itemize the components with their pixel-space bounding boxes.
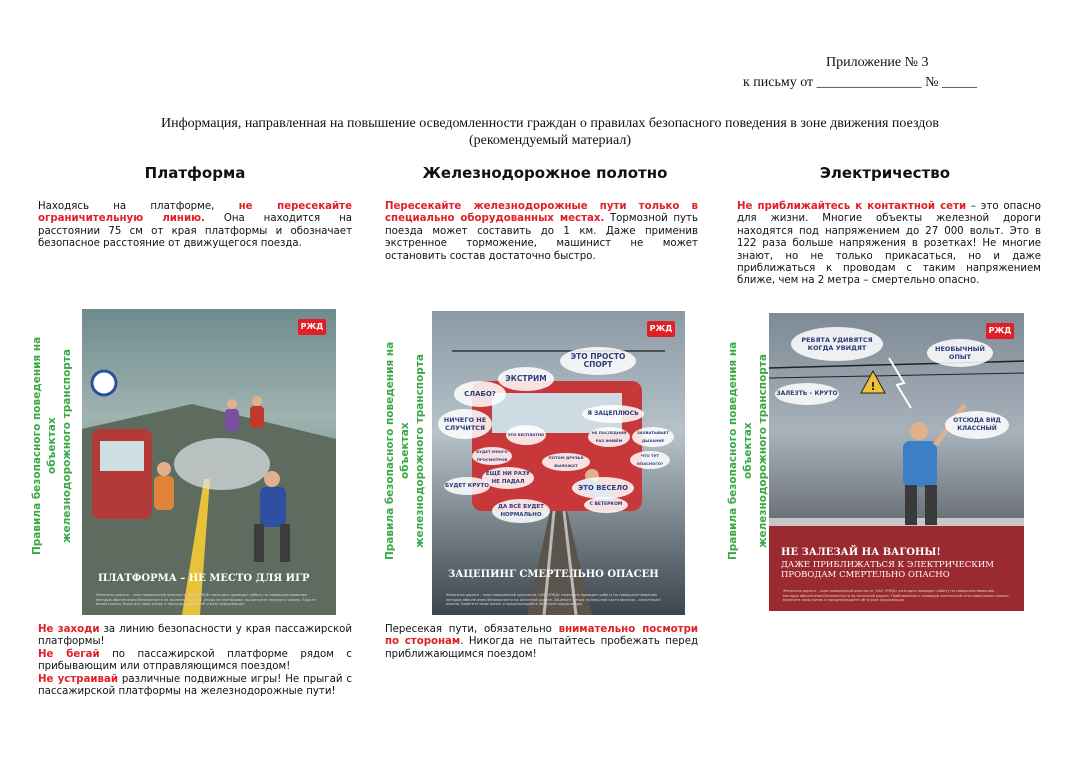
- thought-cloud: ЭКСТРИМ: [498, 367, 554, 391]
- rzd-logo: РЖД: [986, 323, 1014, 339]
- appendix-number: Приложение № 3: [826, 55, 929, 70]
- person-leg: [905, 485, 917, 525]
- ball-icon: [92, 371, 116, 395]
- intro-heading: Информация, направленная на повышение осведомленности граждан о правилах безопасного поведения в зоне движения поездов: [161, 116, 939, 131]
- text-span: – это опасно для жизни. Многие объекты железной дороги находятся под напряжением до 27 000 вольт. Это в 122 раза больше напряжения в розетках! Не многие знают, но не только прикасаться, но и даже приближаться к проводам с таким напряжением ближе, чем на 2 метра – смертельно опасно.: [737, 201, 1041, 287]
- thought-cloud: ЕЩЁ НИ РАЗУ НЕ ПАДАЛ: [482, 467, 534, 489]
- side-label-electricity: [726, 312, 769, 590]
- person-body: [903, 441, 937, 487]
- document-intro: [40, 115, 1060, 149]
- poster-electricity: [769, 313, 1024, 611]
- thought-cloud: ЭТО БЕСПЛАТНО: [506, 425, 546, 445]
- thought-cloud: ЧТО ТУТ ОПАСНОГО?: [630, 451, 670, 469]
- rule-line: [38, 624, 352, 649]
- warning-sign-glyph: !: [870, 380, 876, 393]
- side-label-line: Правила безопасного поведения на объектах: [727, 341, 754, 561]
- poster-subtitle: ДАЖЕ ПРИБЛИЖАТЬСЯ К ЭЛЕКТРИЧЕСКИМ ПРОВОДАМ СМЕРТЕЛЬНО ОПАСНО: [781, 560, 994, 580]
- child-head: [252, 396, 262, 406]
- thought-cloud: НЕ ПОСЛЕДНИЙ РАЗ ЖИВЁМ: [588, 427, 630, 447]
- track-bottom-text: [385, 624, 698, 661]
- thought-cloud: РЕБЯТА УДИВЯТСЯ КОГДА УВИДЯТ: [791, 327, 883, 361]
- poster-fine-print: Железная дорога – зона повышенной опасности. ОАО «РЖД» ежегодно проводит работу по совершенствованию методов обеспечения безопасности на железной дороге. Зацепинг – езда на внешней части вагонов – смертельно опасна. Берегите свою жизнь и предупреждайте об угрозе окружающих.: [446, 593, 661, 606]
- thought-cloud: БУДЕТ МНОГО ПРОСМОТРОВ: [472, 447, 512, 465]
- thought-cloud: ЭТО ПРОСТО СПОРТ: [560, 347, 636, 375]
- lightning-bolt: [889, 358, 911, 408]
- text-span: различные подвижные игры! Не прыгай с пассажирской платформы на железнодорожные пути!: [38, 673, 352, 698]
- warning-text: не пересекайте ограничительную линию.: [38, 201, 352, 225]
- text-span: Она находится на расстоянии 75 см от края платформы и обозначает безопасное расстояние от движущегося поезда.: [38, 213, 352, 250]
- poster-platform: [82, 309, 336, 615]
- child-leg: [254, 524, 264, 562]
- column-title-platform: Платформа: [144, 164, 246, 182]
- text-span: Пересекая пути, обязательно: [385, 624, 559, 635]
- poster-fine-print: Железная дорога – зона повышенной опасности. ОАО «РЖД» ежегодно проводит работу по совершенствованию методов обеспечения безопасности на железной дороге. Играя на платформе, вы рискуете получить травму. Будьте внимательны, берегите свою жизнь и предупреждайте об угрозе окружающих.: [96, 593, 316, 606]
- child-body: [225, 409, 239, 431]
- side-label-platform: [30, 312, 73, 580]
- child-body: [154, 476, 174, 510]
- thought-cloud: Я ЗАЦЕПЛЮСЬ: [582, 405, 644, 423]
- rule-line: [38, 674, 352, 699]
- person-head: [910, 422, 928, 440]
- text-span: Тормозной путь поезда может составить до 1 км. Даже применив экстренное торможение, машинист не может остановить состав достаточно быстро.: [385, 213, 698, 262]
- text-span: за линию безопасности у края пассажирской платформы!: [38, 624, 353, 648]
- text-span: по пассажирской платформе рядом с прибывающим или отправляющимся поездом!: [38, 648, 352, 673]
- roof-edge: [769, 518, 1024, 526]
- rule-line: [38, 649, 352, 674]
- thought-cloud: БУДЕТ КРУТО: [444, 477, 490, 495]
- side-label-line: железнодорожного транспорта: [61, 349, 73, 543]
- child-body: [260, 487, 286, 527]
- thought-cloud: ЗАЛЕЗТЬ – КРУТО: [775, 383, 839, 405]
- child-body: [250, 406, 264, 428]
- child-head: [227, 399, 237, 409]
- rzd-logo: РЖД: [647, 321, 675, 337]
- platform-bottom-text: [38, 624, 352, 698]
- warning-text: Пересекайте железнодорожные пути только в специально оборудованных местах.: [385, 201, 698, 225]
- text-span: Находясь на платформе,: [38, 201, 239, 212]
- electricity-top-text: [737, 201, 1041, 288]
- thought-cloud: ОТСЮДА ВИД КЛАССНЫЙ: [945, 411, 1009, 439]
- side-label-line: железнодорожного транспорта: [414, 354, 426, 548]
- thought-cloud: СЛАБО?: [454, 381, 506, 407]
- poster-title: ПЛАТФОРМА – НЕ МЕСТО ДЛЯ ИГР: [98, 573, 310, 584]
- thought-cloud: ДА ВСЁ БУДЕТ НОРМАЛЬНО: [492, 499, 550, 523]
- platform-top-text: [38, 201, 352, 251]
- poster-fine-print: Железная дорога – зона повышенной опасности. ОАО «РЖД» ежегодно проводит работу по совершенствованию методов обеспечения безопасности на железной дороге. Приближение к проводам контактной сети смертельно опасно. Берегите свою жизнь и предупреждайте об угрозе окружающих.: [783, 589, 1010, 602]
- poster-track: [432, 311, 685, 615]
- train-window: [100, 441, 144, 471]
- thought-cloud: ЗАХВАТЫВАЕТ ДЫХАНИЕ: [632, 427, 674, 447]
- warning-text: Не устраивай: [38, 673, 119, 685]
- poster-title: ЗАЦЕПИНГ СМЕРТЕЛЬНО ОПАСЕН: [448, 569, 659, 580]
- warning-text: Не бегай: [38, 648, 100, 660]
- letter-reference: к письму от _______________ № _____: [743, 75, 978, 90]
- side-label-line: Правила безопасного поведения на объектах: [31, 336, 58, 556]
- thought-cloud: С ВЕТЕРКОМ: [584, 497, 628, 513]
- person-leg: [925, 485, 937, 525]
- child-leg: [280, 524, 290, 562]
- track-top-text: [385, 201, 698, 263]
- column-title-electricity: Электричество: [819, 164, 951, 182]
- dust-cloud: [174, 438, 270, 490]
- overhead-wire: [769, 373, 1024, 378]
- text-span: . Никогда не пытайтесь пробежать перед приближающимся поездом!: [385, 636, 699, 660]
- thought-cloud: НИЧЕГО НЕ СЛУЧИТСЯ: [438, 409, 492, 439]
- thought-cloud: НЕОБЫЧНЫЙ ОПЫТ: [927, 339, 993, 367]
- child-head: [157, 462, 171, 476]
- thought-cloud: ПОТОМ ДРУЗЬЯ ВЫЛОЖАТ: [542, 453, 590, 471]
- column-title-track: Железнодорожное полотно: [422, 164, 668, 182]
- side-label-track: [383, 312, 426, 590]
- warning-text: внимательно посмотри по сторонам: [385, 624, 698, 648]
- warning-text: Не приближайтесь к контактной сети: [737, 201, 967, 212]
- platform-illustration: [82, 309, 336, 615]
- child-head: [264, 471, 280, 487]
- side-label-line: железнодорожного транспорта: [757, 354, 769, 548]
- poster-title: НЕ ЗАЛЕЗАЙ НА ВАГОНЫ!: [781, 547, 941, 558]
- rzd-logo: РЖД: [298, 319, 326, 335]
- thought-cloud: ЭТО ВЕСЕЛО: [572, 477, 634, 499]
- intro-subheading: (рекомендуемый материал): [468, 133, 632, 148]
- side-label-line: Правила безопасного поведения на объектах: [384, 341, 411, 561]
- warning-text: Не заходи: [38, 624, 100, 635]
- overhead-wire: [769, 361, 1024, 368]
